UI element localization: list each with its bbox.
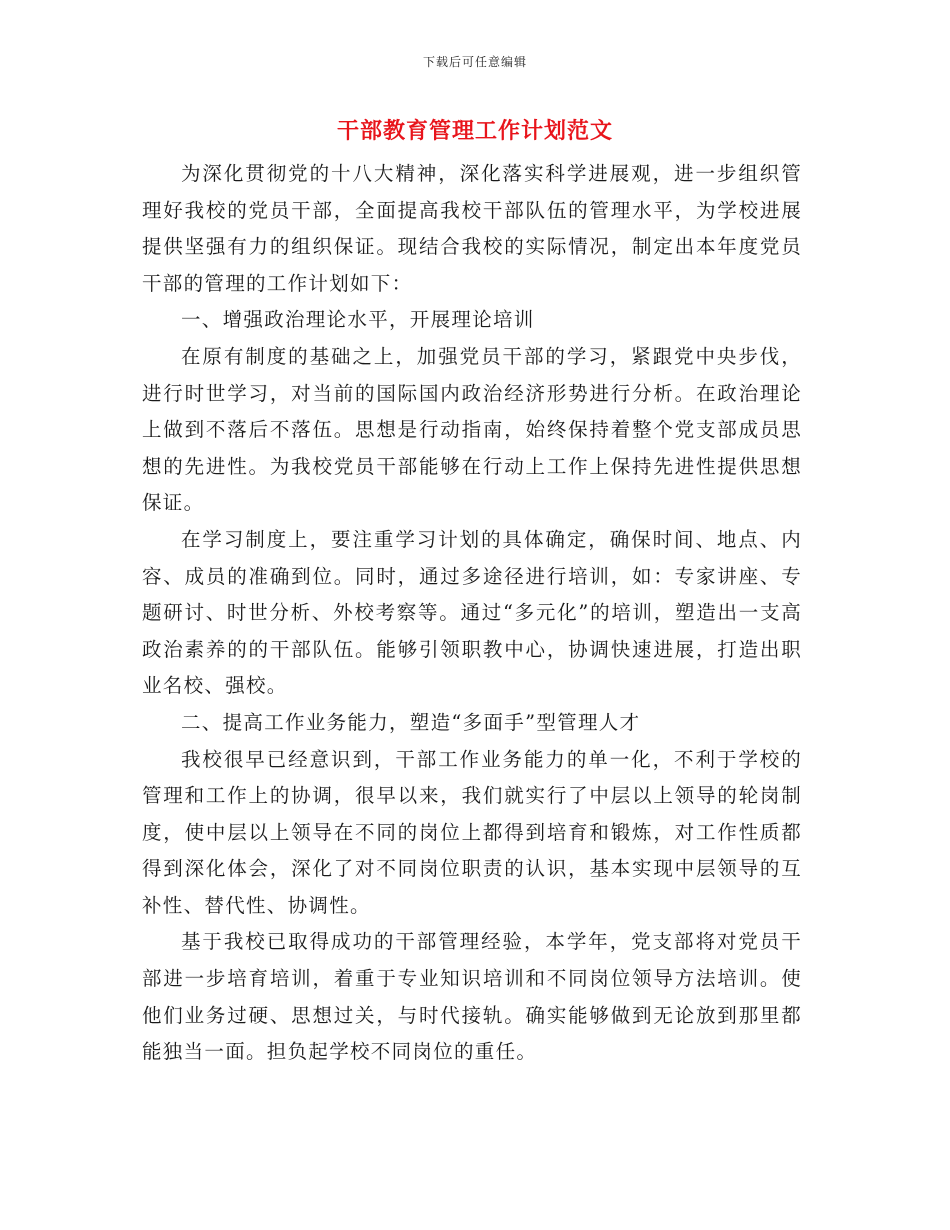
document-title: 干部教育管理工作计划范文 [336, 119, 613, 144]
body-paragraph: 我校很早已经意识到，干部工作业务能力的单一化，不利于学校的管理和工作上的协调，很早以来，我们就实行了中层以上领导的轮岗制度，使中层以上领导在不同的岗位上都得到培育和锻炼，对工作性质都得到深化体会，深化了对不同岗位职责的认识，基本实现中层领导的互补性、替代性、协调性。 [142, 747, 802, 917]
page-header: 下载后可任意编辑 [422, 55, 527, 69]
document-body [142, 156, 802, 1071]
body-paragraph: 在学习制度上，要注重学习计划的具体确定，确保时间、地点、内容、成员的准确到位。同时，通过多途径进行培训，如：专家讲座、专题研讨、时世分析、外校考察等。通过“多元化”的培训，塑造出一支高政治素养的的干部队伍。能够引领职教中心，协调快速进展，打造出职业名校、强校。 [142, 527, 802, 698]
section-heading-1: 一、增强政治理论水平，开展理论培训 [181, 308, 535, 332]
section-heading-2: 二、提高工作业务能力，塑造“多面手”型管理人才 [181, 710, 641, 734]
body-paragraph: 在原有制度的基础之上，加强党员干部的学习，紧跟党中央步伐，进行时世学习，对当前的国际国内政治经济形势进行分析。在政治理论上做到不落后不落伍。思想是行动指南，始终保持着整个党支部成员思想的先进性。为我校党员干部能够在行动上工作上保持先进性提供思想保证。 [142, 344, 802, 515]
intro-paragraph: 为深化贯彻党的十八大精神，深化落实科学进展观，进一步组织管理好我校的党员干部，全面提高我校干部队伍的管理水平，为学校进展提供坚强有力的组织保证。现结合我校的实际情况，制定出本年度党员干部的管理的工作计划如下： [142, 162, 802, 295]
body-paragraph: 基于我校已取得成功的干部管理经验，本学年，党支部将对党员干部进一步培育培训，着重于专业知识培训和不同岗位领导方法培训。使他们业务过硬、思想过关，与时代接轨。确实能够做到无论放到那里都能独当一面。担负起学校不同岗位的重任。 [142, 930, 802, 1064]
